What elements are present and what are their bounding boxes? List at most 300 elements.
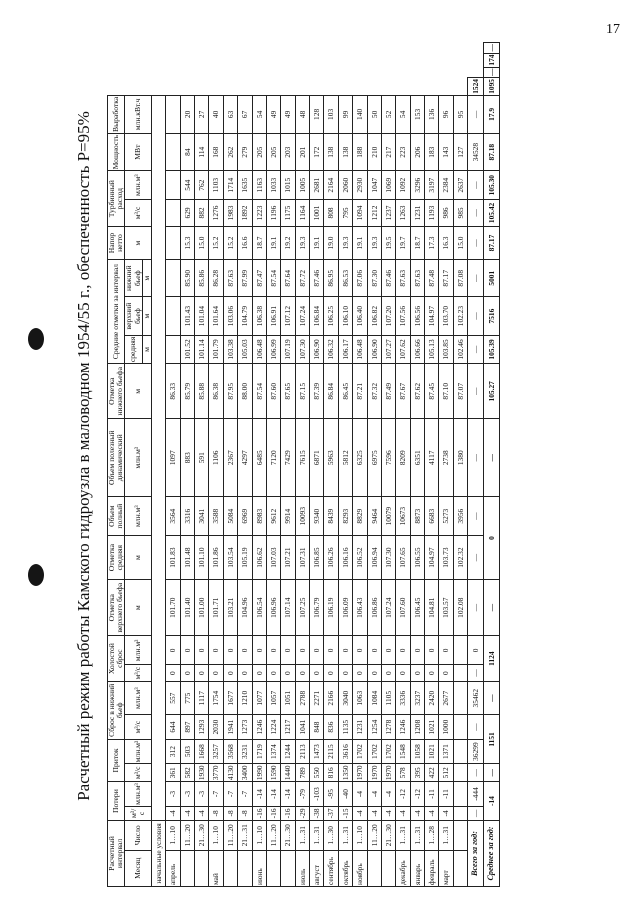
table-cell: 1244 — [281, 739, 295, 764]
table-cell: 49 — [281, 95, 295, 133]
table-cell: 361 — [166, 764, 180, 782]
table-cell: 87.95 — [223, 364, 237, 419]
table-cell: 3237 — [410, 681, 424, 715]
subheader-losses-volume: млн.м³ — [125, 782, 152, 807]
table-cell: 136 — [425, 95, 439, 133]
table-cell: -3 — [180, 782, 194, 807]
table-cell: 0 — [295, 665, 309, 682]
table-cell: 557 — [166, 681, 180, 715]
table-cell: 1212 — [367, 199, 381, 226]
table-cell: 629 — [180, 199, 194, 226]
table-cell: 882 — [195, 199, 209, 226]
table-cell: 582 — [180, 764, 194, 782]
total-cell: — — [468, 297, 484, 335]
table-cell: 107.60 — [396, 579, 410, 635]
table-cell: 102.23 — [453, 297, 467, 335]
cell-month — [195, 850, 209, 886]
table-cell: -8 — [209, 806, 223, 820]
header-idle-discharge: Холостой сброс — [108, 636, 125, 681]
table-row — [310, 43, 324, 887]
table-cell: 0 — [195, 665, 209, 682]
table-cell: 0 — [252, 665, 266, 682]
table-cell: 2637 — [453, 171, 467, 200]
header-interval: Расчетный интервал — [108, 821, 125, 887]
table-cell: 3040 — [338, 681, 352, 715]
table-cell: 87.48 — [425, 260, 439, 297]
table-cell: 1164 — [295, 199, 309, 226]
average-cell: 7516 — [483, 297, 499, 335]
table-cell: 2367 — [223, 419, 237, 497]
table-cell: 4117 — [425, 419, 439, 497]
subheader-upper-pool-unit: м — [142, 297, 151, 335]
table-cell: 1440 — [281, 764, 295, 782]
table-cell: 1590 — [266, 764, 280, 782]
table-cell: 1057 — [266, 681, 280, 715]
table-row — [381, 43, 395, 887]
table-cell: 206 — [410, 133, 424, 170]
table-cell: 1051 — [281, 681, 295, 715]
table-cell: 3616 — [338, 739, 352, 764]
table-cell: 106.84 — [310, 297, 324, 335]
table-cell: 188 — [353, 133, 367, 170]
table-cell: 8873 — [410, 497, 424, 536]
table-cell: -37 — [324, 806, 338, 820]
table-cell: 4130 — [223, 764, 237, 782]
table-cell: 816 — [324, 764, 338, 782]
table-cell: 3296 — [410, 171, 424, 200]
table-cell: 16.3 — [439, 226, 453, 259]
table-cell: 795 — [338, 199, 352, 226]
subheader-idle-flow: м³/с — [125, 665, 152, 682]
table-cell: 0 — [353, 636, 367, 665]
table-cell: 3400 — [238, 764, 252, 782]
table-cell: 107.25 — [295, 579, 309, 635]
table-cell: 88.00 — [238, 364, 252, 419]
punch-hole-top — [28, 328, 44, 350]
table-cell: 17.3 — [425, 226, 439, 259]
table-cell: 1069 — [381, 171, 395, 200]
table-cell: 138 — [338, 133, 352, 170]
table-cell: 762 — [195, 171, 209, 200]
average-cell: 87.17 — [483, 226, 499, 259]
table-cell: 1223 — [252, 199, 266, 226]
table-cell: -16 — [281, 806, 295, 820]
table-cell: -4 — [180, 806, 194, 820]
table-cell: -29 — [295, 806, 309, 820]
average-cell: — — [483, 579, 499, 635]
table-cell: 1892 — [238, 199, 252, 226]
table-cell: 1196 — [266, 199, 280, 226]
table-cell: 15.2 — [209, 226, 223, 259]
table-cell: 106.16 — [338, 536, 352, 580]
table-cell: 1…28 — [425, 821, 439, 851]
subheader-useful-volume-unit: млн.м³ — [125, 419, 152, 497]
table-cell: 19.7 — [396, 226, 410, 259]
table-cell: 84 — [180, 133, 194, 170]
table-cell: 578 — [396, 764, 410, 782]
table-cell: 544 — [180, 171, 194, 200]
table-cell: 87.63 — [410, 260, 424, 297]
table-cell: 103.21 — [223, 579, 237, 635]
table-cell: 0 — [410, 665, 424, 682]
table-cell: 128 — [310, 95, 324, 133]
table-row — [195, 43, 209, 887]
total-cell: — — [468, 715, 484, 739]
table-cell: 106.26 — [324, 536, 338, 580]
table-cell: 1941 — [223, 715, 237, 739]
table-cell: 205 — [266, 133, 280, 170]
table-cell: 86.38 — [209, 364, 223, 419]
table-cell: 52 — [381, 95, 395, 133]
table-cell: 2384 — [439, 171, 453, 200]
table-cell: 106.43 — [353, 579, 367, 635]
table-cell — [453, 806, 467, 820]
table-cell: 395 — [410, 764, 424, 782]
table-cell: 223 — [396, 133, 410, 170]
table-cell: 3197 — [425, 171, 439, 200]
table-cell: 6975 — [367, 419, 381, 497]
table-cell: -7 — [209, 782, 223, 807]
table-cell: 1548 — [396, 739, 410, 764]
table-cell: 0 — [281, 636, 295, 665]
total-cell: 1524 — [468, 78, 484, 96]
table-cell — [453, 764, 467, 782]
table-cell: 105.19 — [238, 536, 252, 580]
total-cell: 0 — [468, 636, 484, 665]
table-cell: 1278 — [381, 715, 395, 739]
table-cell: 107.62 — [396, 335, 410, 363]
cell-month — [180, 850, 194, 886]
table-cell: -4 — [439, 806, 453, 820]
table-cell: 107.21 — [281, 536, 295, 580]
cell-month — [238, 850, 252, 886]
table-cell: 11…20 — [266, 821, 280, 851]
header-power: Мощность — [108, 133, 125, 170]
table-cell: 2420 — [425, 681, 439, 715]
table-cell: 101.52 — [180, 335, 194, 363]
table-cell: 87.21 — [353, 364, 367, 419]
cell-month — [381, 850, 395, 886]
table-cell: 101.83 — [166, 536, 180, 580]
table-cell: 1…31 — [439, 821, 453, 851]
table-cell: 2271 — [310, 681, 324, 715]
average-cell: 17.9 — [483, 95, 499, 133]
table-cell: 1092 — [396, 171, 410, 200]
table-cell: -4 — [353, 806, 367, 820]
table-cell: 48 — [295, 95, 309, 133]
total-cell: — — [468, 497, 484, 536]
table-cell: 87.46 — [310, 260, 324, 297]
table-cell: 103.85 — [439, 335, 453, 363]
table-cell: 106.90 — [367, 335, 381, 363]
cell-month — [453, 850, 467, 886]
table-cell: 19.1 — [310, 226, 324, 259]
table-cell: 1276 — [209, 199, 223, 226]
table-cell: 50 — [367, 95, 381, 133]
table-cell: 3956 — [453, 497, 467, 536]
table-cell: 2164 — [324, 171, 338, 200]
header-losses: Потери — [108, 782, 125, 821]
table-cell: 1273 — [238, 715, 252, 739]
table-cell — [453, 739, 467, 764]
table-cell: 104.96 — [238, 579, 252, 635]
table-cell: 0 — [367, 665, 381, 682]
table-cell: 1702 — [381, 739, 395, 764]
table-cell: 106.54 — [252, 579, 266, 635]
subheader-lower-pool: нижний бьеф — [125, 260, 142, 297]
table-cell: 1930 — [195, 764, 209, 782]
table-cell: -4 — [425, 806, 439, 820]
table-cell: 1293 — [195, 715, 209, 739]
table-cell: -4 — [195, 806, 209, 820]
table-cell: 644 — [166, 715, 180, 739]
table-cell: 168 — [209, 133, 223, 170]
table-cell: 86.95 — [324, 260, 338, 297]
table-cell: 1135 — [338, 715, 352, 739]
table-cell: 3564 — [166, 497, 180, 536]
table-cell: -38 — [310, 806, 324, 820]
table-cell: 848 — [310, 715, 324, 739]
table-cell: 0 — [252, 636, 266, 665]
table-cell: 104.97 — [425, 297, 439, 335]
table-cell: 986 — [439, 199, 453, 226]
subheader-losses-flow: м³/с — [125, 806, 152, 820]
table-cell: 1…31 — [295, 821, 309, 851]
header-useful-volume: Объем полезный динамический — [108, 419, 125, 497]
table-cell: 107.03 — [266, 536, 280, 580]
table-cell: 1058 — [410, 739, 424, 764]
average-cell: — — [483, 67, 499, 77]
table-row — [166, 43, 180, 887]
average-cell: — — [483, 681, 499, 715]
table-row — [324, 43, 338, 887]
table-cell: 1668 — [195, 739, 209, 764]
table-cell: 1210 — [238, 681, 252, 715]
table-row — [353, 43, 367, 887]
table-cell: 101.79 — [209, 335, 223, 363]
table-cell: 1041 — [295, 715, 309, 739]
table-row — [266, 43, 280, 887]
table-cell: 1677 — [223, 681, 237, 715]
table-cell: 0 — [396, 636, 410, 665]
table-cell: 0 — [324, 636, 338, 665]
cell-month: апрель — [166, 850, 180, 886]
table-cell: 1117 — [195, 681, 209, 715]
table-cell: 0 — [209, 665, 223, 682]
table-cell: 2677 — [439, 681, 453, 715]
table-cell — [453, 681, 467, 715]
table-row — [180, 43, 194, 887]
table-cell: 512 — [439, 764, 453, 782]
table-cell: -103 — [310, 782, 324, 807]
table-cell: 107.24 — [381, 579, 395, 635]
total-cell: — — [468, 226, 484, 259]
table-cell: 7429 — [281, 419, 295, 497]
table-cell: 87.54 — [266, 260, 280, 297]
table-cell: 40 — [209, 95, 223, 133]
table-cell: 102.32 — [453, 536, 467, 580]
table-cell: 4297 — [238, 419, 252, 497]
table-cell: -79 — [295, 782, 309, 807]
table-cell: 7120 — [266, 419, 280, 497]
table-cell: 87.62 — [410, 364, 424, 419]
table-cell: 1371 — [439, 739, 453, 764]
table-cell: -4 — [381, 806, 395, 820]
table-cell: 107.56 — [396, 297, 410, 335]
table-cell: -8 — [238, 806, 252, 820]
table-cell: -4 — [367, 782, 381, 807]
reservoir-regime-table — [107, 42, 500, 887]
total-cell: — — [468, 579, 484, 635]
table-cell: 106.66 — [410, 335, 424, 363]
table-cell: -14 — [266, 782, 280, 807]
table-cell: 591 — [195, 419, 209, 497]
table-cell: -12 — [396, 782, 410, 807]
table-cell: 6351 — [410, 419, 424, 497]
table-cell: -16 — [266, 806, 280, 820]
table-cell: 85.79 — [180, 364, 194, 419]
table-cell: 1208 — [410, 715, 424, 739]
table-cell: 87.63 — [223, 260, 237, 297]
table-cell: 19.2 — [281, 226, 295, 259]
table-row — [425, 43, 439, 887]
total-label: Всего за год: — [468, 821, 484, 887]
table-row — [281, 43, 295, 887]
header-upper-level: Отметка верхнего бьефа — [108, 579, 125, 635]
table-cell: 103.54 — [223, 536, 237, 580]
table-cell: 1217 — [281, 715, 295, 739]
table-row — [338, 43, 352, 887]
average-cell: 105.27 — [483, 364, 499, 419]
table-cell: 0 — [381, 665, 395, 682]
average-cell: — — [483, 43, 499, 54]
table-cell: 101.00 — [195, 579, 209, 635]
table-cell: 1097 — [166, 419, 180, 497]
table-cell: 1094 — [353, 199, 367, 226]
reservoir-regime-table-rotated — [107, 42, 500, 887]
table-cell: 1047 — [367, 171, 381, 200]
cell-month: август — [310, 850, 324, 886]
header-lower-level: Отметка нижнего бьефа — [108, 364, 125, 419]
table-cell — [166, 95, 180, 133]
table-cell: 87.49 — [381, 364, 395, 419]
table-cell: 87.72 — [295, 260, 309, 297]
table-cell: 106.40 — [353, 297, 367, 335]
table-cell: 27 — [195, 95, 209, 133]
subheader-turbine-flow-unit: м³/с — [125, 199, 152, 226]
table-cell: 101.40 — [180, 579, 194, 635]
table-cell: 897 — [180, 715, 194, 739]
table-cell: -4 — [396, 806, 410, 820]
table-cell: 205 — [252, 133, 266, 170]
table-cell: 106.55 — [410, 536, 424, 580]
table-cell: 87.17 — [439, 260, 453, 297]
table-cell: -4 — [166, 806, 180, 820]
table-cell: 87.65 — [281, 364, 295, 419]
table-cell: 106.45 — [410, 579, 424, 635]
table-cell: -7 — [223, 782, 237, 807]
start-conditions-label: начальные условия — [151, 821, 165, 887]
subheader-lower-level-unit: м — [125, 364, 152, 419]
table-cell: 21…30 — [281, 821, 295, 851]
table-cell: 19.3 — [295, 226, 309, 259]
table-cell: 0 — [410, 636, 424, 665]
total-cell: — — [468, 536, 484, 580]
table-row — [396, 43, 410, 887]
table-cell: 0 — [166, 636, 180, 665]
table-cell: 101.86 — [209, 536, 223, 580]
subheader-month: Месяц — [125, 850, 152, 886]
table-cell: 107.20 — [381, 297, 395, 335]
table-cell: 3041 — [195, 497, 209, 536]
table-cell: 87.08 — [453, 260, 467, 297]
table-cell — [453, 665, 467, 682]
table-cell: 8829 — [353, 497, 367, 536]
table-cell: 1…10 — [166, 821, 180, 851]
table-cell: 106.48 — [252, 335, 266, 363]
table-cell: 101.10 — [195, 536, 209, 580]
table-cell: 3257 — [209, 739, 223, 764]
header-mean-levels-interval: Средние отметки за интервал — [108, 260, 125, 364]
table-cell — [453, 821, 467, 851]
subheader-day: Число — [125, 821, 152, 851]
table-cell: 1175 — [281, 199, 295, 226]
start-conditions-empty — [151, 95, 165, 820]
table-cell: 95 — [453, 95, 467, 133]
table-cell: 10673 — [396, 497, 410, 536]
table-cell: 106.25 — [324, 297, 338, 335]
table-cell — [166, 297, 180, 335]
table-cell: 106.90 — [310, 335, 324, 363]
table-cell: 86.33 — [166, 364, 180, 419]
table-cell: 107.24 — [295, 297, 309, 335]
table-cell: 19.3 — [367, 226, 381, 259]
table-cell: 106.85 — [310, 536, 324, 580]
table-cell: 1380 — [453, 419, 467, 497]
table-cell: -95 — [324, 782, 338, 807]
table-cell: 0 — [180, 636, 194, 665]
table-cell: 107.19 — [281, 335, 295, 363]
table-cell: 0 — [266, 636, 280, 665]
total-cell: — — [468, 764, 484, 782]
table-cell: 775 — [180, 681, 194, 715]
subheader-mean: средняя — [125, 335, 142, 363]
table-cell: 106.82 — [367, 297, 381, 335]
table-cell: 0 — [338, 636, 352, 665]
table-cell: 1000 — [439, 715, 453, 739]
total-cell: 35462 — [468, 681, 484, 715]
cell-month: декабрь — [396, 850, 410, 886]
average-cell: -14 — [483, 782, 499, 821]
table-row — [410, 43, 424, 887]
table-cell: 0 — [310, 665, 324, 682]
table-title: Расчетный режим работы Камского гидроузла в маловодном 1954/55 г., обеспеченность P=95% — [74, 111, 93, 801]
average-cell: 1095 — [483, 78, 499, 96]
table-cell: 1246 — [396, 715, 410, 739]
header-full-volume: Объем полный — [108, 497, 125, 536]
table-cell: 1990 — [252, 764, 266, 782]
table-cell: 87.15 — [295, 364, 309, 419]
table-cell: 1702 — [367, 739, 381, 764]
table-cell: 85.86 — [195, 260, 209, 297]
average-cell: 105.30 — [483, 171, 499, 200]
average-cell: 105.42 — [483, 199, 499, 226]
cell-month: июнь — [252, 850, 266, 886]
table-cell: 96 — [439, 95, 453, 133]
cell-month — [266, 850, 280, 886]
table-cell: 87.99 — [238, 260, 252, 297]
average-cell: — — [483, 764, 499, 782]
